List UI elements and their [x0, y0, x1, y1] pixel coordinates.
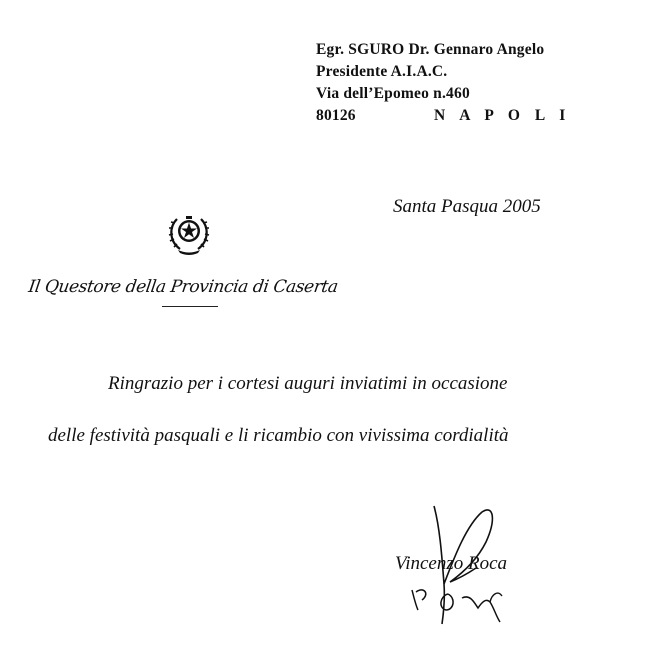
recipient-title-line: Presidente A.I.A.C.: [316, 63, 448, 80]
recipient-street-line: Via dell’Epomeo n.460: [316, 85, 470, 102]
office-divider: [162, 306, 218, 307]
recipient-city: N A P O L I: [434, 107, 571, 124]
body-line-2: delle festività pasquali e li ricambio con vivissima cordialità: [48, 425, 509, 446]
letter-date: Santa Pasqua 2005: [393, 196, 541, 217]
sender-office: Il Questore della Provincia di Caserta: [27, 277, 340, 297]
recipient-city-line: [316, 106, 571, 126]
signer-name: Vincenzo Roca: [395, 553, 508, 574]
recipient-name-line: Egr. SGURO Dr. Gennaro Angelo: [316, 41, 545, 58]
emblem-of-italy-icon: [164, 207, 214, 257]
recipient-postal-code: 80126: [316, 107, 356, 124]
handwritten-signature: [404, 498, 522, 628]
body-line-1: Ringrazio per i cortesi auguri inviatimi in occasione: [108, 373, 508, 394]
